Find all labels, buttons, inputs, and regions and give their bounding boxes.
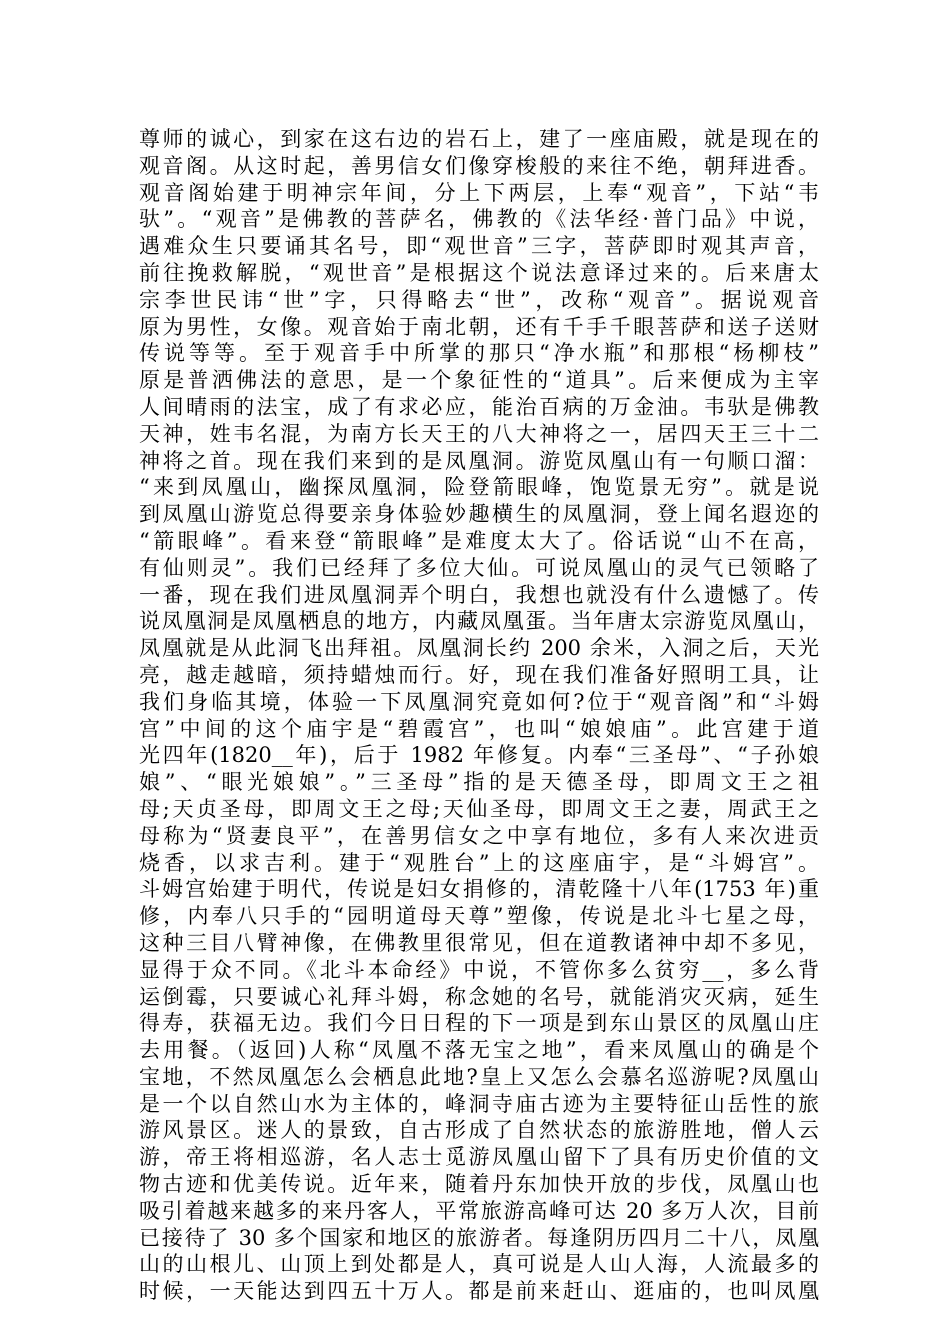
text-line: 遇难众生只要诵其名号，即“观世音”三字，菩萨即时观其声音， [139,234,819,259]
text-line: 凤凰就是从此洞飞出拜祖。凤凰洞长约 200 余米，入洞之后，天光 [139,636,819,661]
text-line: 说凤凰洞是凤凰栖息的地方，内藏凤凰蛋。当年唐太宗游览凤凰山， [139,609,819,634]
text-line: 传说等等。至于观音手中所掌的那只“净水瓶”和那根“杨柳枝” [139,341,819,366]
text-line: 母;天贞圣母，即周文王之母;天仙圣母，即周文王之妻，周武王之 [139,796,819,821]
text-line: 娘”、“眼光娘娘”。”三圣母”指的是天德圣母，即周文王之祖 [139,770,819,795]
text-line: 这种三目八臂神像，在佛教里很常见，但在道教诸神中却不多见， [139,930,819,955]
text-line: 驮”。“观音”是佛教的菩萨名，佛教的《法华经·普门品》中说， [139,207,819,232]
text-line: 观音阁始建于明神宗年间，分上下两层，上奉“观音”，下站“韦 [139,180,819,205]
text-line: 烧香，以求吉利。建于“观胜台”上的这座庙宇，是“斗姆宫”。 [139,850,819,875]
text-line: 前往挽救解脱，“观世音”是根据这个说法意译过来的。后来唐太 [139,260,819,285]
text-line: 游，帝王将相巡游，名人志士觅游凤凰山留下了具有历史价值的文 [139,1145,819,1170]
text-line: 我们身临其境，体验一下凤凰洞究竟如何?位于“观音阁”和“斗姆 [139,689,819,714]
text-line: 时候，一天能达到四五十万人。都是前来赶山、逛庙的，也叫凤凰 [139,1279,819,1304]
text-line: 有仙则灵”。我们已经拜了多位大仙。可说凤凰山的灵气已领略了 [139,555,819,580]
text-line: 去用餐。（返回)人称“凤凰不落无宝之地”，看来凤凰山的确是个 [139,1038,819,1063]
text-line: 游风景区。迷人的景致，自古形成了自然状态的旅游胜地，僧人云 [139,1118,819,1143]
text-line: 尊师的诚心，到家在这右边的岩石上，建了一座庙殿，就是现在的 [139,127,819,151]
text-line: 斗姆宫始建于明代，传说是妇女捐修的，清乾隆十八年(1753 年)重 [139,877,819,902]
text-line: 宝地，不然凤凰怎么会栖息此地?皇上又怎么会慕名巡游呢?凤凰山 [139,1064,819,1089]
text-line: 宫”中间的这个庙宇是“碧霞宫”，也叫“娘娘庙”。此宫建于道 [139,716,819,741]
text-line: 宗李世民讳“世”字，只得略去“世”，改称“观音”。据说观音 [139,287,819,312]
text-line: 显得于众不同。《北斗本命经》中说，不管你多么贫穷__，多么背 [139,957,819,982]
text-line: 人间晴雨的法宝，成了有求必应，能治百病的万金油。韦驮是佛教 [139,394,819,419]
text-line: 已接待了 30 多个国家和地区的旅游者。每逢阴历四月二十八，凤凰 [139,1225,819,1250]
text-line: 亮，越走越暗，须持蜡烛而行。好，现在我们准备好照明工具，让 [139,662,819,687]
text-line: 原是普洒佛法的意思，是一个象征性的“道具”。后来便成为主宰 [139,368,819,393]
text-line: 一番，现在我们进凤凰洞弄个明白，我想也就没有什么遗憾了。传 [139,582,819,607]
text-line: 修，内奉八只手的“园明道母天尊”塑像，传说是北斗七星之母， [139,904,819,929]
text-line: 原为男性，女像。观音始于南北朝，还有千手千眼菩萨和送子送财 [139,314,819,339]
text-line: 山的山根儿、山顶上到处都是人，真可说是人山人海，人流最多的 [139,1252,819,1277]
text-line: 母称为“贤妻良平”，在善男信女之中享有地位，多有人来次进贡 [139,823,819,848]
text-line: 吸引着越来越多的来丹客人，平常旅游高峰可达 20 多万人次，目前 [139,1198,819,1223]
text-line: 是一个以自然山水为主体的，峰洞寺庙古迹为主要特征山岳性的旅 [139,1091,819,1116]
text-line: 光四年(1820__年)，后于 1982 年修复。内奉“三圣母”、“子孙娘 [139,743,819,768]
text-line: 天神，姓韦名混，为南方长天王的八大神将之一，居四天王三十二 [139,421,819,446]
text-line: 得寿，获福无边。我们今日日程的下一项是到东山景区的凤凰山庄 [139,1011,819,1036]
text-line: 到凤凰山游览总得要亲身体验妙趣横生的凤凰洞，登上闻名遐迩的 [139,502,819,527]
text-line: 观音阁。从这时起，善男信女们像穿梭般的来往不绝，朝拜进香。 [139,153,819,178]
body-text [139,126,819,1305]
text-line: 运倒霉，只要诚心礼拜斗姆，称念她的名号，就能消灾灭病，延生 [139,984,819,1009]
text-line: “来到凤凰山，幽探凤凰洞，险登箭眼峰，饱览景无穷”。就是说 [139,475,819,500]
text-line: 神将之首。现在我们来到的是凤凰洞。游览凤凰山有一句顺口溜： [139,448,819,473]
text-line: “箭眼峰”。看来登“箭眼峰”是难度太大了。俗话说“山不在高， [139,528,819,553]
text-line: 物古迹和优美传说。近年来，随着丹东加快开放的步伐，凤凰山也 [139,1172,819,1197]
